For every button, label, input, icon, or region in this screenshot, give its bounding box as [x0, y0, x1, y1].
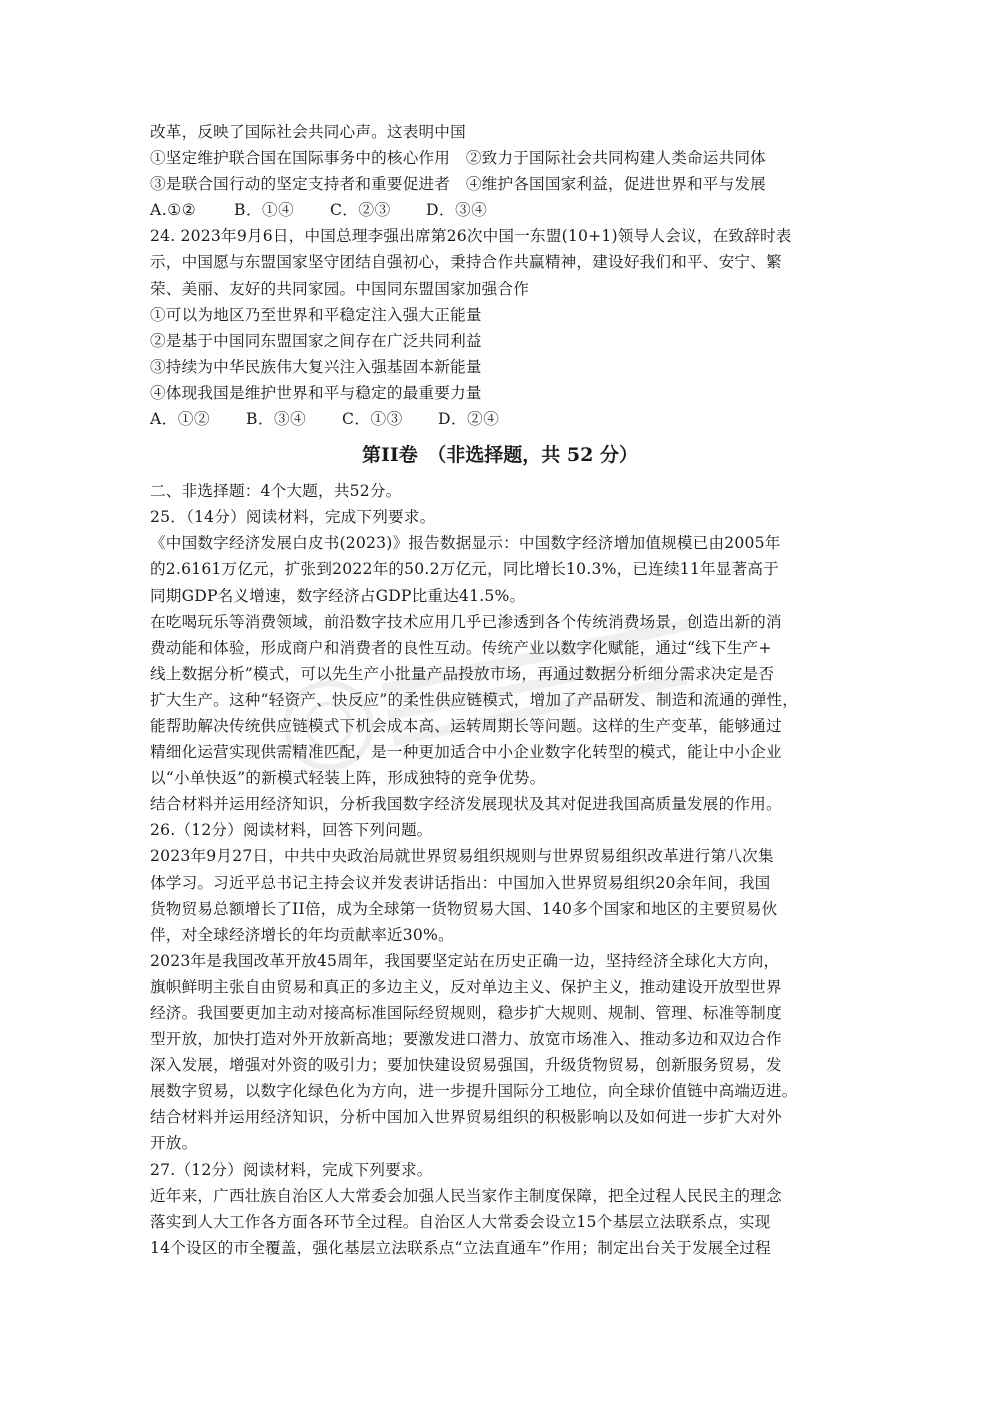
q24-statement: ②是基于中国同东盟国家之间存在广泛共同利益: [150, 331, 482, 350]
q27-material-line: 落实到人大工作各方面各环节全过程。自治区人大常委会设立15个基层立法联系点，实现: [150, 1212, 771, 1231]
q23-choice-c: C．②③: [330, 201, 391, 220]
q25-material-line: 精细化运营实现供需精准匹配，是一种更加适合中小企业数字化转型的模式，能让中小企业: [150, 743, 782, 762]
q24-stem-line: 示，中国愿与东盟国家坚守团结自强初心，秉持合作共赢精神，建设好我们和平、安宁、繁: [150, 253, 782, 272]
q26-material-line: 旗帜鲜明主张自由贸易和真正的多边主义，反对单边主义、保护主义，推动建设开放型世界: [150, 977, 782, 996]
q25-material-line: 的2.6161万亿元，扩张到2022年的50.2万亿元，同比增长10.3%，已连续11年显著高于: [150, 560, 779, 579]
q25-question: 结合材料并运用经济知识，分析我国数字经济发展现状及其对促进我国高质量发展的作用。: [150, 795, 782, 814]
q26-material-line: 深入发展，增强对外资的吸引力；要加快建设贸易强国，升级货物贸易，创新服务贸易，发: [150, 1056, 782, 1075]
q26-material-line: 展数字贸易，以数字化绿色化为方向，进一步提升国际分工地位，向全球价值链中高端迈进。: [150, 1082, 798, 1101]
q25-material-line: 以“小单快返”的新模式轻装上阵，形成独特的竞争优势。: [150, 769, 546, 788]
q25-material-line: 在吃喝玩乐等消费领域，前沿数字技术应用几乎已渗透到各个传统消费场景，创造出新的消: [150, 612, 782, 631]
section-intro: 二、非选择题：4个大题，共52分。: [150, 482, 402, 501]
q26-material-line: 体学习。习近平总书记主持会议并发表讲话指出：中国加入世界贸易组织20余年间，我国: [150, 873, 771, 892]
q23-choice-d: D．③④: [426, 201, 488, 220]
q25-material-line: 线上数据分析”模式，可以先生产小批量产品投放市场，再通过数据分析细分需求决定是否: [150, 664, 775, 683]
q24-statement: ①可以为地区乃至世界和平稳定注入强大正能量: [150, 305, 482, 324]
q26-question: 开放。: [150, 1134, 198, 1153]
q24-statement: ④体现我国是维护世界和平与稳定的最重要力量: [150, 383, 482, 402]
q25-material-line: 《中国数字经济发展白皮书(2023)》报告数据显示：中国数字经济增加值规模已由2005年: [150, 534, 781, 553]
q26-header: 26.（12分）阅读材料，回答下列问题。: [150, 821, 433, 840]
q23-stem: 改革，反映了国际社会共同心声。这表明中国: [150, 123, 466, 141]
q27-material-line: 近年来，广西壮族自治区人大常委会加强人民当家作主制度保障，把全过程人民民主的理念: [150, 1186, 782, 1205]
q26-material-line: 2023年9月27日，中共中央政治局就世界贸易组织规则与世界贸易组织改革进行第八次集: [150, 847, 774, 866]
q26-material-line: 伴，对全球经济增长的年均贡献率近30%。: [150, 925, 454, 944]
q23-choice-a: A.①②: [150, 201, 197, 220]
q27-material-line: 14个设区的市全覆盖，强化基层立法联系点“立法直通车”作用；制定出台关于发展全过程: [150, 1238, 771, 1257]
q24-stem-line: 24. 2023年9月6日，中国总理李强出席第26次中国一东盟(10+1)领导人会议，在致辞时表: [150, 227, 792, 246]
q27-header: 27.（12分）阅读材料，完成下列要求。: [150, 1160, 433, 1179]
q24-choice-a: A．①②: [150, 410, 211, 429]
q26-material-line: 货物贸易总额增长了II倍，成为全球第一货物贸易大国、140多个国家和地区的主要贸易伙: [150, 899, 778, 918]
q26-material-line: 2023年是我国改革开放45周年，我国要坚定站在历史正确一边，坚持经济全球化大方向，: [150, 951, 780, 970]
q26-material-line: 型开放，加快打造对外开放新高地；要激发进口潜力、放宽市场准入、推动多边和双边合作: [150, 1030, 782, 1049]
q25-material-line: 费动能和体验，形成商户和消费者的良性互动。传统产业以数字化赋能，通过“线下生产+: [150, 638, 772, 657]
q24-stem-line: 荣、美丽、友好的共同家园。中国同东盟国家加强合作: [150, 279, 530, 298]
q24-choices: [150, 406, 850, 432]
q23-choice-b: B．①④: [234, 201, 295, 220]
section-title: 第II卷 （非选择题，共 52 分）: [362, 444, 638, 467]
q26-material-line: 经济。我国要更加主动对接高标准国际经贸规则，稳步扩大规则、规制、管理、标准等制度: [150, 1004, 782, 1022]
q23-options-1: ①坚定维护联合国在国际事务中的核心作用 ②致力于国际社会共同构建人类命运共同体: [150, 149, 766, 168]
q24-choice-d: D．②④: [438, 410, 500, 429]
q26-question: 结合材料并运用经济知识，分析中国加入世界贸易组织的积极影响以及如何进一步扩大对外: [150, 1108, 782, 1127]
q24-choice-b: B．③④: [246, 410, 307, 429]
q23-choices: [150, 197, 850, 223]
q25-material-line: 能帮助解决传统供应链模式下机会成本高、运转周期长等问题。这样的生产变革，能够通过: [150, 716, 782, 735]
q23-options-2: ③是联合国行动的坚定支持者和重要促进者 ④维护各国国家利益，促进世界和平与发展: [150, 175, 766, 194]
q24-choice-c: C．①③: [342, 410, 403, 429]
q25-header: 25．（14分）阅读材料，完成下列要求。: [150, 508, 436, 527]
q25-material-line: 扩大生产。这种“轻资产、快反应”的柔性供应链模式，增加了产品研发、制造和流通的弹性，: [150, 690, 799, 709]
document-body: [150, 119, 850, 1261]
q25-material-line: 同期GDP名义增速，数字经济占GDP比重达41.5%。: [150, 586, 526, 605]
q24-statement: ③持续为中华民族伟大复兴注入强基固本新能量: [150, 357, 482, 376]
